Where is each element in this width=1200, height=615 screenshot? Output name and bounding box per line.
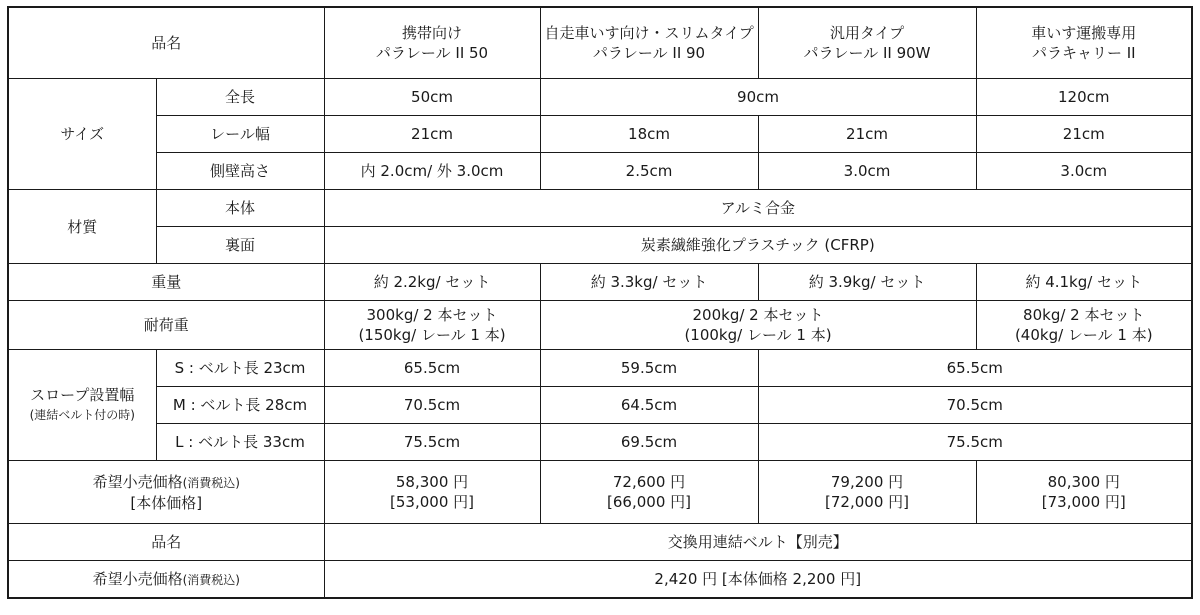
- load-label: 耐荷重: [8, 301, 324, 350]
- load-row: [8, 301, 1192, 350]
- rail-width-value-1: 21cm: [324, 116, 540, 153]
- weight-value-3: 約 3.9kg/ セット: [758, 264, 976, 301]
- slope-s-label: S : ベルト長 23cm: [156, 350, 324, 387]
- price-value-4-tax-in: 80,300 円: [1047, 473, 1120, 491]
- product-header-3-line2: パラレール II 90W: [803, 44, 931, 62]
- material-back-row: [8, 227, 1192, 264]
- spec-table: [7, 6, 1193, 599]
- size-label: サイズ: [8, 79, 156, 190]
- belt-name-value: 交換用連結ベルト【別売】: [324, 524, 1192, 561]
- price-label-line2: [本体価格]: [130, 493, 203, 512]
- wall-height-value-3: 3.0cm: [758, 153, 976, 190]
- price-value-2-tax-in: 72,600 円: [612, 473, 686, 491]
- price-value-3: [758, 461, 976, 524]
- slope-s-value-3-4: 65.5cm: [758, 350, 1192, 387]
- wall-height-value-2: 2.5cm: [540, 153, 758, 190]
- price-row: [8, 461, 1192, 524]
- product-header-4-line1: 車いす運搬専用: [1031, 24, 1137, 42]
- load-value-1-line1: 300kg/ 2 本セット: [366, 306, 498, 324]
- price-value-4: [976, 461, 1192, 524]
- header-row: [8, 7, 1192, 79]
- price-value-1-base: [53,000 円]: [390, 493, 474, 511]
- material-body-value: アルミ合金: [324, 190, 1192, 227]
- slope-m-label: M : ベルト長 28cm: [156, 387, 324, 424]
- belt-name-row: [8, 524, 1192, 561]
- slope-l-value-1: 75.5cm: [324, 424, 540, 461]
- rail-width-label: レール幅: [156, 116, 324, 153]
- price-label-main: 希望小売価格: [92, 472, 183, 491]
- rail-width-value-3: 21cm: [758, 116, 976, 153]
- load-value-4-line2: (40kg/ レール 1 本): [1014, 326, 1153, 344]
- belt-price-row: [8, 561, 1192, 599]
- load-value-2-3-line2: (100kg/ レール 1 本): [684, 326, 832, 344]
- slope-row-l: [8, 424, 1192, 461]
- slope-m-value-3-4: 70.5cm: [758, 387, 1192, 424]
- slope-l-label: L : ベルト長 33cm: [156, 424, 324, 461]
- wall-height-label: 側壁高さ: [156, 153, 324, 190]
- wall-height-row: [8, 153, 1192, 190]
- slope-m-value-1: 70.5cm: [324, 387, 540, 424]
- slope-label-line2: (連結ベルト付の時): [29, 408, 135, 422]
- length-label: 全長: [156, 79, 324, 116]
- material-label: 材質: [8, 190, 156, 264]
- length-value-4: 120cm: [976, 79, 1192, 116]
- slope-m-value-2: 64.5cm: [540, 387, 758, 424]
- load-value-4-line1: 80kg/ 2 本セット: [1023, 306, 1145, 324]
- product-header-4-line2: パラキャリー II: [1031, 44, 1136, 62]
- load-value-1-line2: (150kg/ レール 1 本): [358, 326, 506, 344]
- wall-height-value-4: 3.0cm: [976, 153, 1192, 190]
- price-value-3-base: [72,000 円]: [825, 493, 909, 511]
- slope-row-s: [8, 350, 1192, 387]
- rail-width-value-4: 21cm: [976, 116, 1192, 153]
- product-header-4: [976, 7, 1192, 79]
- weight-value-2: 約 3.3kg/ セット: [540, 264, 758, 301]
- weight-value-1: 約 2.2kg/ セット: [324, 264, 540, 301]
- material-body-label: 本体: [156, 190, 324, 227]
- weight-value-4: 約 4.1kg/ セット: [976, 264, 1192, 301]
- slope-l-value-2: 69.5cm: [540, 424, 758, 461]
- length-value-2-3: 90cm: [540, 79, 976, 116]
- product-header-3-line1: 汎用タイプ: [829, 24, 905, 42]
- price-label: [8, 461, 324, 524]
- slope-row-m: [8, 387, 1192, 424]
- size-length-row: [8, 79, 1192, 116]
- weight-row: [8, 264, 1192, 301]
- product-header-3: [758, 7, 976, 79]
- product-header-2-line2: パラレール II 90: [592, 44, 706, 62]
- wall-height-value-1: 内 2.0cm/ 外 3.0cm: [324, 153, 540, 190]
- price-label-line1: [13, 472, 320, 493]
- product-header-2: [540, 7, 758, 79]
- slope-label-line1: スロープ設置幅: [30, 386, 135, 404]
- load-value-4: [976, 301, 1192, 350]
- price-value-1: [324, 461, 540, 524]
- belt-price-label-main: 希望小売価格: [92, 569, 183, 588]
- belt-price-value: 2,420 円 [本体価格 2,200 円]: [324, 561, 1192, 599]
- rail-width-value-2: 18cm: [540, 116, 758, 153]
- load-value-2-3-line1: 200kg/ 2 本セット: [692, 306, 824, 324]
- price-value-1-tax-in: 58,300 円: [395, 473, 469, 491]
- belt-name-label: 品名: [8, 524, 324, 561]
- slope-s-value-1: 65.5cm: [324, 350, 540, 387]
- belt-price-label: [8, 561, 324, 599]
- price-value-3-tax-in: 79,200 円: [830, 473, 904, 491]
- material-body-row: [8, 190, 1192, 227]
- length-value-1: 50cm: [324, 79, 540, 116]
- material-back-label: 裏面: [156, 227, 324, 264]
- material-back-value: 炭素繊維強化プラスチック (CFRP): [324, 227, 1192, 264]
- weight-label: 重量: [8, 264, 324, 301]
- product-header-1-line2: パラレール II 50: [375, 44, 489, 62]
- product-header-1-line1: 携帯向け: [402, 24, 463, 42]
- price-value-2: [540, 461, 758, 524]
- price-label-note: (消費税込): [182, 475, 240, 490]
- slope-s-value-2: 59.5cm: [540, 350, 758, 387]
- rail-width-row: [8, 116, 1192, 153]
- product-header-1: [324, 7, 540, 79]
- load-value-2-3: [540, 301, 976, 350]
- load-value-1: [324, 301, 540, 350]
- slope-label: [8, 350, 156, 461]
- price-value-2-base: [66,000 円]: [607, 493, 691, 511]
- slope-l-value-3-4: 75.5cm: [758, 424, 1192, 461]
- price-value-4-base: [73,000 円]: [1041, 493, 1126, 511]
- product-header-2-line1: 自走車いす向け・スリムタイプ: [544, 24, 754, 42]
- header-label: 品名: [8, 7, 324, 79]
- belt-price-label-note: (消費税込): [182, 572, 240, 587]
